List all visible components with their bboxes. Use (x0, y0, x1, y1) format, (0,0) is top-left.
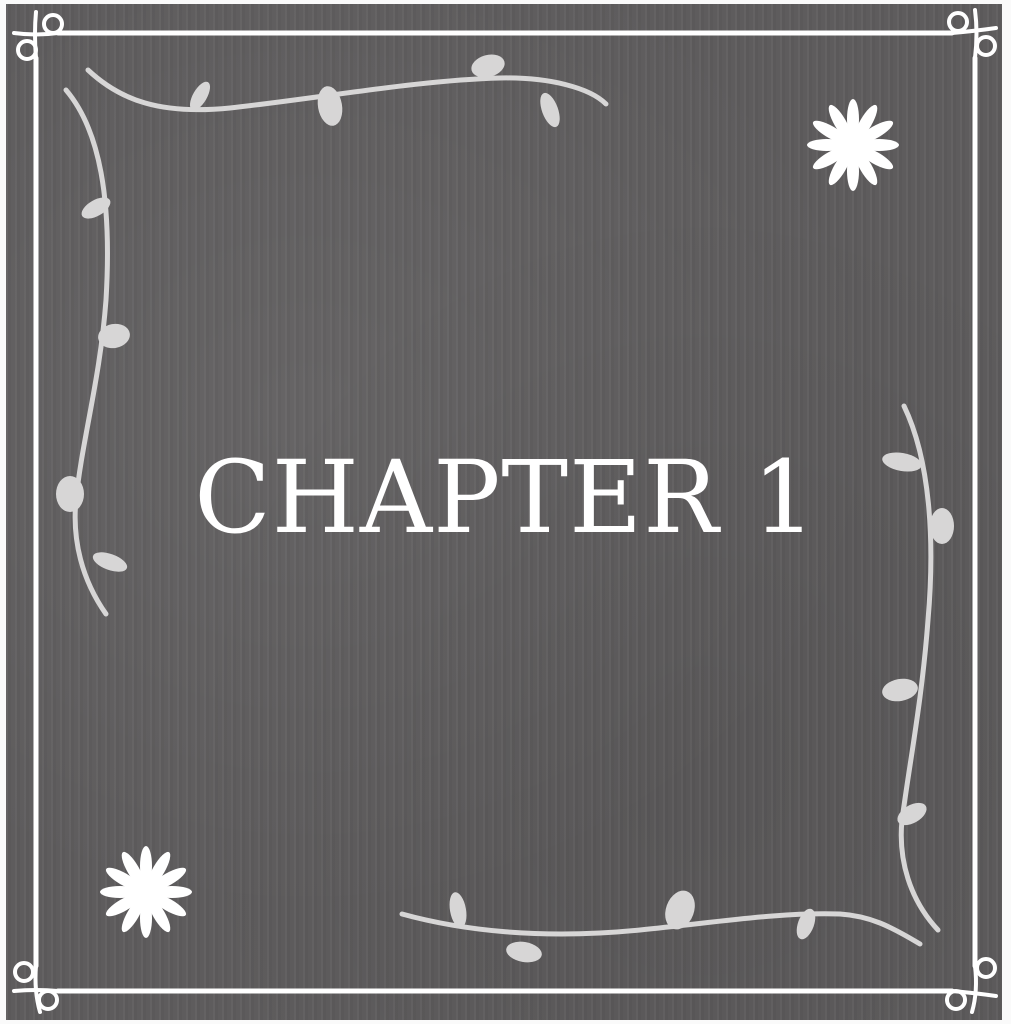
chapter-title: CHAPTER 1 (194, 439, 817, 556)
